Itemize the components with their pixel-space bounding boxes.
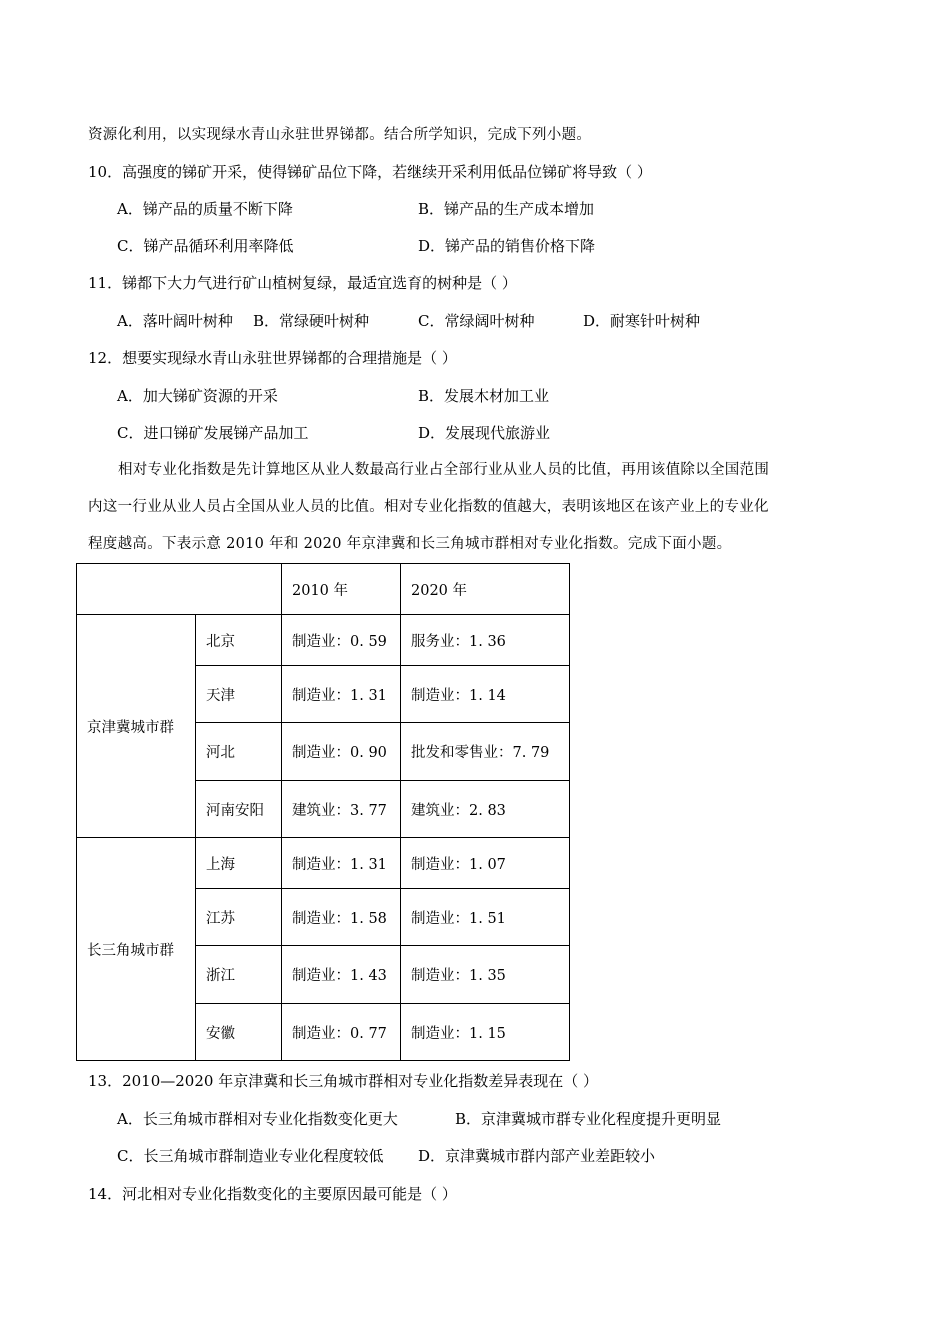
specialization-table — [76, 563, 570, 1061]
table-header-2020: 2020 年 — [401, 564, 570, 615]
region-cell: 浙江 — [196, 946, 282, 1004]
value-2020-cell: 制造业：1. 35 — [401, 946, 570, 1004]
question-11-option-d[interactable]: D．耐寒针叶树种 — [583, 312, 701, 330]
question-10-stem: 10．高强度的锑矿开采，使得锑矿品位下降，若继续开采利用低品位锑矿将导致（ ） — [88, 163, 652, 181]
table-header-2010: 2010 年 — [282, 564, 401, 615]
region-cell: 天津 — [196, 666, 282, 723]
table-row — [77, 838, 570, 889]
value-2010-cell: 建筑业：3. 77 — [282, 781, 401, 838]
group-name-jingjinji: 京津冀城市群 — [77, 615, 196, 838]
question-10-option-c[interactable]: C．锑产品循环利用率降低 — [117, 237, 294, 255]
value-2010-cell: 制造业：0. 90 — [282, 723, 401, 781]
passage-line-3: 程度越高。下表示意 2010 年和 2020 年京津冀和长三角城市群相对专业化指数。完成下面小题。 — [88, 536, 732, 552]
passage-line-1: 相对专业化指数是先计算地区从业人数最高行业占全部行业从业人员的比值，再用该值除以全国范围 — [118, 462, 770, 478]
question-13-stem: 13．2010—2020 年京津冀和长三角城市群相对专业化指数差异表现在（ ） — [88, 1072, 598, 1090]
value-2020-cell: 制造业：1. 15 — [401, 1004, 570, 1061]
question-13-option-b[interactable]: B．京津冀城市群专业化程度提升更明显 — [455, 1110, 722, 1128]
region-cell: 安徽 — [196, 1004, 282, 1061]
question-11-option-b[interactable]: B．常绿硬叶树种 — [253, 312, 370, 330]
question-10-option-b[interactable]: B．锑产品的生产成本增加 — [418, 200, 595, 218]
value-2010-cell: 制造业：1. 31 — [282, 838, 401, 889]
question-12-option-b[interactable]: B．发展木材加工业 — [418, 387, 550, 405]
passage-line-2: 内这一行业从业人员占全国从业人员的比值。相对专业化指数的值越大，表明该地区在该产业上的专业化 — [88, 499, 769, 515]
value-2010-cell: 制造业：0. 59 — [282, 615, 401, 666]
table-row — [77, 615, 570, 666]
region-cell: 河南安阳 — [196, 781, 282, 838]
question-13-option-c[interactable]: C．长三角城市群制造业专业化程度较低 — [117, 1147, 384, 1165]
question-12-option-a[interactable]: A．加大锑矿资源的开采 — [117, 387, 278, 405]
question-10-option-a[interactable]: A．锑产品的质量不断下降 — [117, 200, 293, 218]
value-2020-cell: 制造业：1. 14 — [401, 666, 570, 723]
question-12-stem: 12．想要实现绿水青山永驻世界锑都的合理措施是（ ） — [88, 349, 457, 367]
intro-text: 资源化利用，以实现绿水青山永驻世界锑都。结合所学知识，完成下列小题。 — [88, 127, 592, 143]
passage — [88, 452, 870, 563]
region-cell: 上海 — [196, 838, 282, 889]
value-2010-cell: 制造业：1. 43 — [282, 946, 401, 1004]
table-header-row — [77, 564, 570, 615]
value-2020-cell: 批发和零售业：7. 79 — [401, 723, 570, 781]
question-11-option-c[interactable]: C．常绿阔叶树种 — [418, 312, 535, 330]
value-2010-cell: 制造业：0. 77 — [282, 1004, 401, 1061]
question-14-stem: 14．河北相对专业化指数变化的主要原因最可能是（ ） — [88, 1185, 457, 1203]
value-2020-cell: 服务业：1. 36 — [401, 615, 570, 666]
question-13-option-d[interactable]: D．京津冀城市群内部产业差距较小 — [418, 1147, 656, 1165]
group-name-yangtze-delta: 长三角城市群 — [77, 838, 196, 1061]
value-2010-cell: 制造业：1. 31 — [282, 666, 401, 723]
region-cell: 河北 — [196, 723, 282, 781]
question-11-stem: 11．锑都下大力气进行矿山植树复绿，最适宜选育的树种是（ ） — [88, 274, 517, 292]
question-12-option-c[interactable]: C．进口锑矿发展锑产品加工 — [117, 424, 309, 442]
question-12-option-d[interactable]: D．发展现代旅游业 — [418, 424, 551, 442]
region-cell: 北京 — [196, 615, 282, 666]
value-2020-cell: 制造业：1. 51 — [401, 889, 570, 946]
value-2020-cell: 建筑业：2. 83 — [401, 781, 570, 838]
table-header-empty — [77, 564, 282, 615]
region-cell: 江苏 — [196, 889, 282, 946]
value-2020-cell: 制造业：1. 07 — [401, 838, 570, 889]
question-11-option-a[interactable]: A．落叶阔叶树种 — [117, 312, 233, 330]
value-2010-cell: 制造业：1. 58 — [282, 889, 401, 946]
question-10-option-d[interactable]: D．锑产品的销售价格下降 — [418, 237, 596, 255]
question-13-option-a[interactable]: A．长三角城市群相对专业化指数变化更大 — [117, 1110, 398, 1128]
